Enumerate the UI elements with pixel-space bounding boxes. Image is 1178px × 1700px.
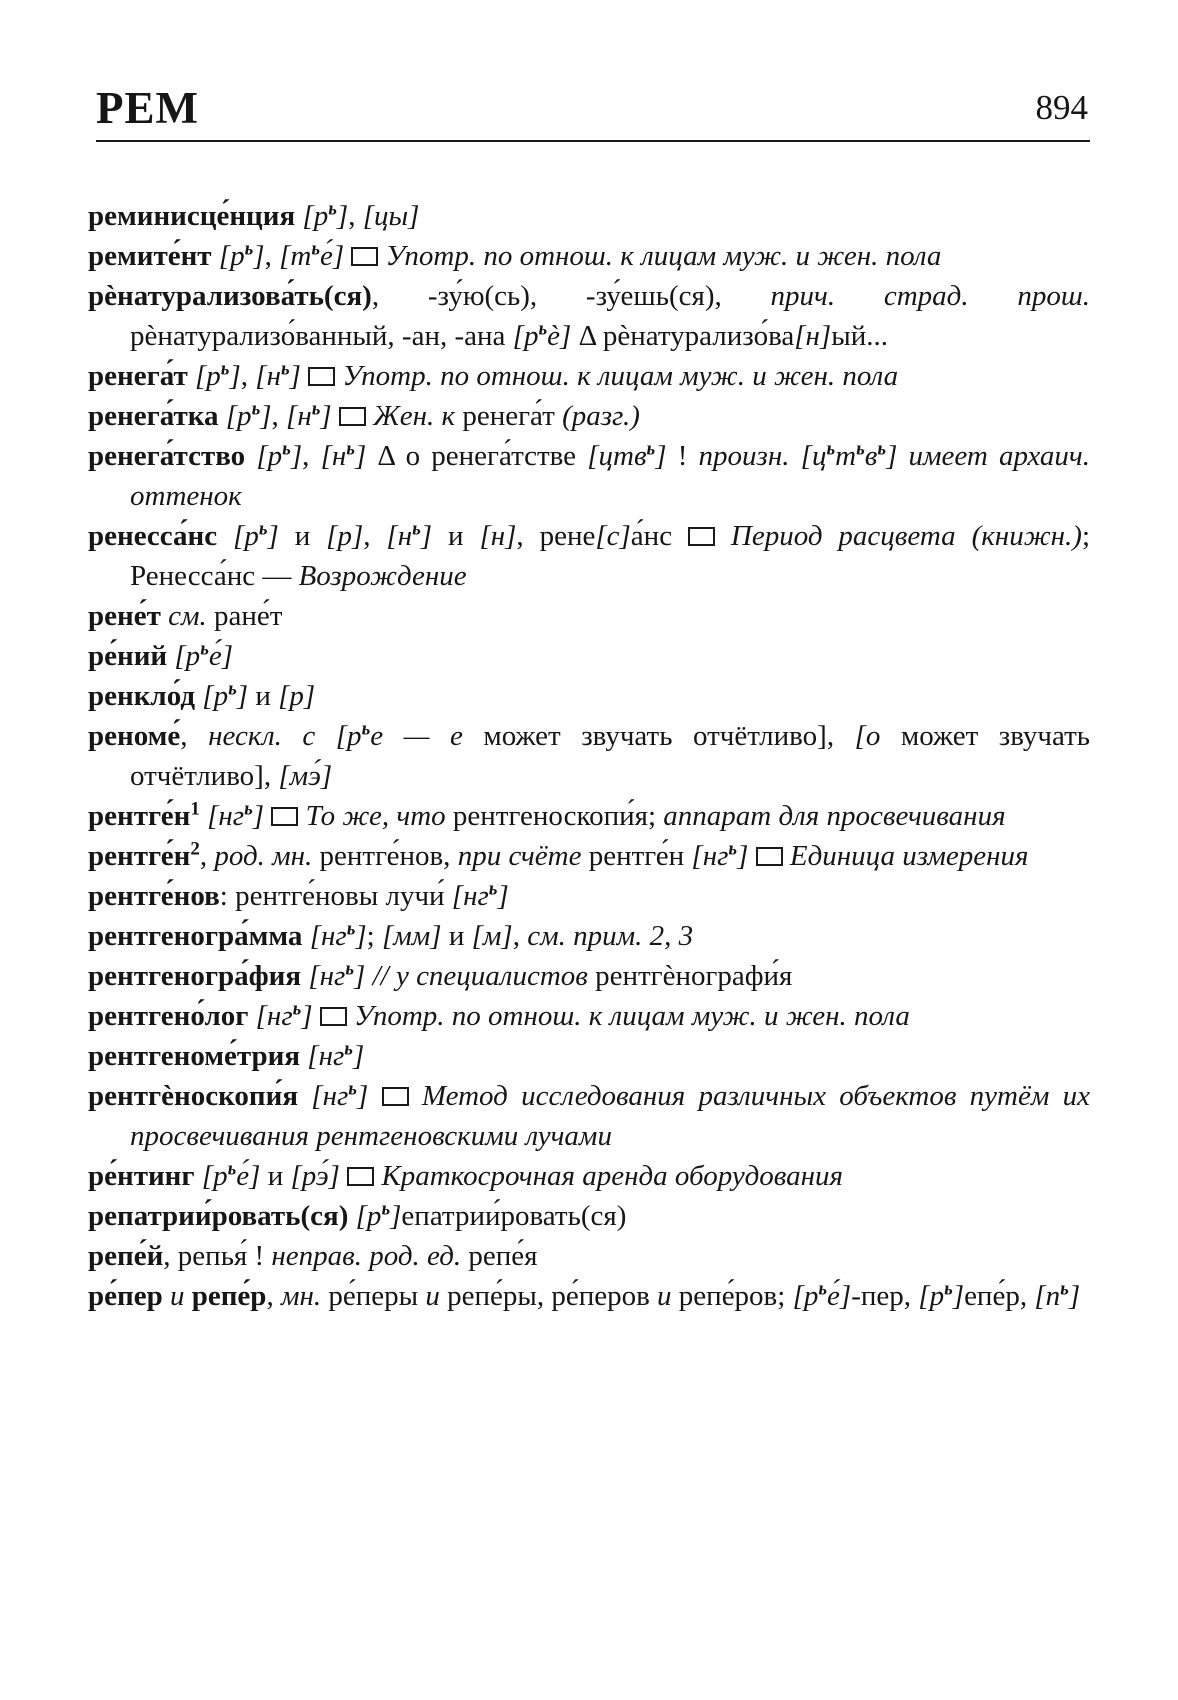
dictionary-entry: рентгеногра́мма $[нг^ь]$; [мм] и [м], см. прим. 2, 3: [88, 918, 694, 952]
dictionary-entry: ренега́тство $[р^ь]$, $[н^ь]$ Δ о ренега́тстве [цтв$^ь$] ! произн. $[ц^ьт^ьв^ь]$ имеет архаич. оттенок: [88, 438, 1090, 512]
dictionary-entry: репатрии́ровать(ся) $[р^ь]епатрии́ровать(ся)$: [88, 1198, 627, 1232]
dictionary-entry: ре́нтинг $[р^ье́]$ и [рэ́] Краткосрочная аренда оборудования: [88, 1158, 844, 1192]
dictionary-entry: ремите́нт $[р^ь]$, $[т^ье́]$ Употр. по отнош. к лицам муж. и жен. пола: [88, 238, 942, 272]
definition-box-icon: [382, 1087, 409, 1106]
dictionary-entry: рентге́нов: рентге́новы лучи́ $[нг^ь]$: [88, 878, 509, 912]
definition-box-icon: [320, 1007, 347, 1026]
dictionary-entry: рентгѐноскопи́я $[нг^ь]$ Метод исследования различных объектов путём их просвечивания рентгеновскими лучами: [88, 1078, 1091, 1152]
page-number: 894: [1035, 88, 1088, 127]
dictionary-entry: рентгеногра́фия $[нг^ь]$ // у специалистов рентгѐнографи́я: [88, 958, 793, 992]
guide-word: РЕМ: [96, 83, 199, 133]
dictionary-entry: ре́ний $[р^ье́]$: [88, 638, 234, 672]
definition-box-icon: [339, 407, 366, 426]
entry-list: [88, 196, 1090, 1316]
dictionary-entry: реноме́, нескл. с [$р^ье$ — е может звучать отчётливо], [о может звучать отчётливо], [мэ́]: [88, 718, 1091, 792]
dictionary-entry: рѐнатурализова́ть(ся), -зу́ю(сь), -зу́ешь(ся), прич. страд. прош. рѐнатурализо́ванный, -ан, -ана $[р^ьѐ]$ Δ рѐнатурализо́ва[н]ый...: [88, 280, 1091, 352]
dictionary-entry: репе́й, репья́ ! неправ. род. ед. репе́я: [88, 1240, 538, 1272]
dictionary-entry: $рентге́н^2$, род. мн. рентге́нов, при счёте рентге́н $[нг^ь]$ Единица измерения: [88, 838, 1029, 872]
definition-box-icon: [347, 1167, 374, 1186]
definition-box-icon: [688, 527, 715, 546]
dictionary-entry: ренега́тка $[р^ь]$, $[н^ь]$ Жен. к ренега́т (разг.): [88, 398, 640, 432]
running-header: [96, 82, 1090, 142]
definition-box-icon: [756, 847, 783, 866]
definition-box-icon: [308, 367, 335, 386]
dictionary-entry: ренега́т $[р^ь]$, $[н^ь]$ Употр. по отнош. к лицам муж. и жен. пола: [88, 358, 899, 392]
dictionary-entry: рене́т см. ране́т: [88, 600, 283, 632]
dictionary-entry: ре́пер и репе́р, мн. ре́перы и репе́ры, ре́перов и репе́ров; $[р^ье́]$-пер, $[р^ь]епе́р$, $[п^ь]$: [88, 1278, 1081, 1312]
dictionary-entry: рентгено́лог $[нг^ь]$ Употр. по отнош. к лицам муж. и жен. пола: [88, 998, 910, 1032]
dictionary-entry: рентгеноме́трия $[нг^ь]$: [88, 1038, 365, 1072]
dictionary-entry: реминисце́нция $[р^ь]$, [цы]: [88, 198, 420, 232]
definition-box-icon: [271, 807, 298, 826]
definition-box-icon: [351, 247, 378, 266]
dictionary-entry: ренесса́нс $[р^ь]$ и [р], $[н^ь]$ и [н], рене[с]а́нс Период расцвета (книжн.); Ренесса́нс — Возрождение: [88, 518, 1091, 592]
dictionary-entry: $рентге́н^1$ $[нг^ь]$ То же, что рентгеноскопи́я; аппарат для просвечивания: [88, 798, 1006, 832]
dictionary-entry: ренкло́д $[р^ь]$ и [р]: [88, 678, 316, 712]
